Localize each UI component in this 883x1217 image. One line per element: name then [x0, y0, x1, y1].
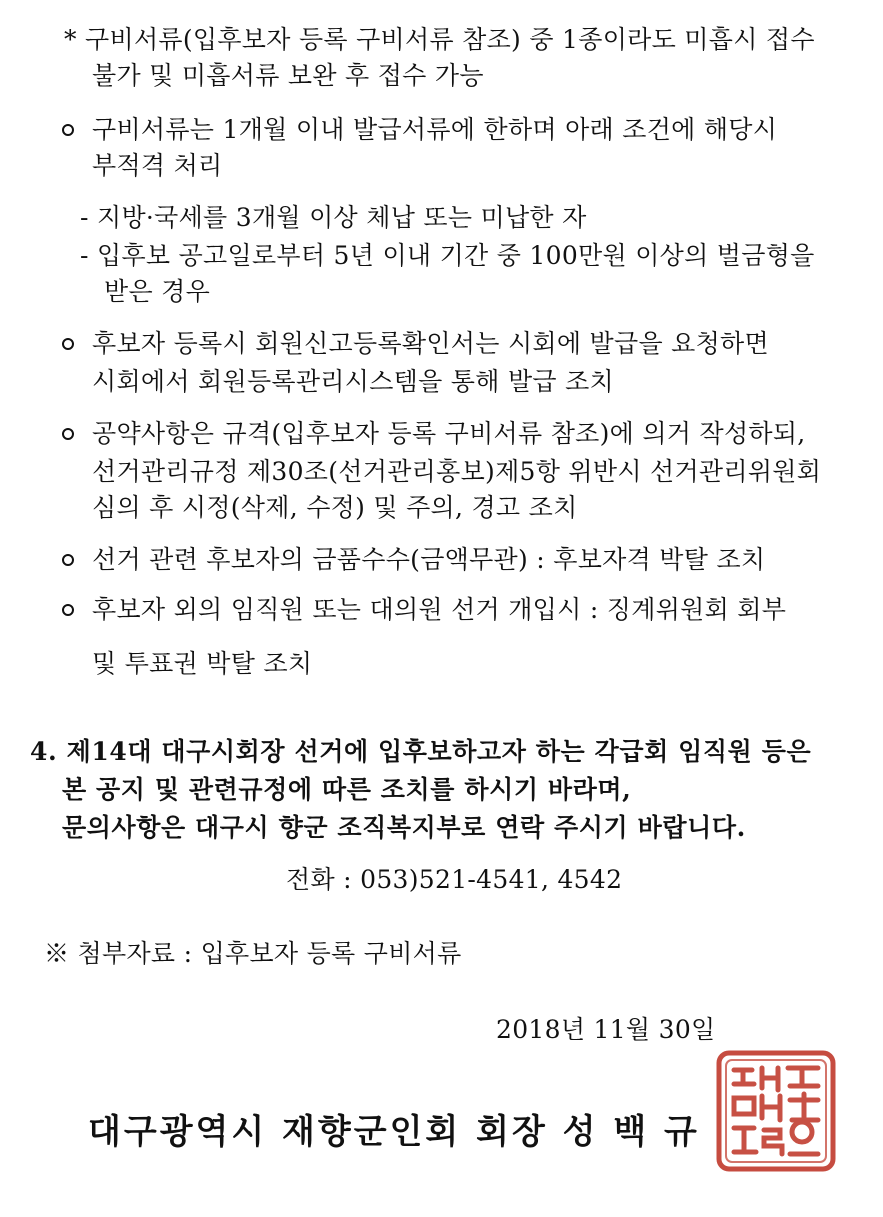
attachment-note: ※ 첨부자료 : 입후보자 등록 구비서류 — [44, 939, 462, 968]
bullet-circle-icon — [62, 604, 74, 616]
section4-line-2: 본 공지 및 관련규정에 따른 조치를 하시기 바라며, — [62, 775, 632, 804]
contact-phone: 전화 : 053)521-4541, 4542 — [286, 865, 623, 894]
item1-line-1: 구비서류는 1개월 이내 발급서류에 한하며 아래 조건에 해당시 — [92, 115, 778, 144]
item4-line-1: 선거 관련 후보자의 금품수수(금액무관) : 후보자격 박탈 조치 — [92, 545, 766, 574]
section4-line-3: 문의사항은 대구시 향군 조직복지부로 연락 주시기 바랍니다. — [62, 813, 746, 842]
item3-line-3: 심의 후 시정(삭제, 수정) 및 주의, 경고 조치 — [92, 493, 578, 522]
item5-line-2: 및 투표권 박탈 조치 — [92, 649, 313, 678]
bullet-circle-icon — [62, 554, 74, 566]
item5-line-1: 후보자 외의 임직원 또는 대의원 선거 개입시 : 징계위원회 회부 — [92, 595, 787, 624]
star-note-line-1: * 구비서류(입후보자 등록 구비서류 참조) 중 1종이라도 미흡시 접수 — [64, 25, 815, 54]
item1-line-2: 부적격 처리 — [92, 151, 223, 180]
condition-dash-2-line-1: - 입후보 공고일로부터 5년 이내 기간 중 100만원 이상의 벌금형을 — [80, 241, 815, 270]
bullet-circle-icon — [62, 124, 74, 136]
condition-dash-1: - 지방·국세를 3개월 이상 체납 또는 미납한 자 — [80, 203, 587, 232]
star-note-line-2: 불가 및 미흡서류 보완 후 접수 가능 — [92, 61, 484, 90]
item3-line-1: 공약사항은 규격(입후보자 등록 구비서류 참조)에 의거 작성하되, — [92, 419, 806, 448]
bullet-circle-icon — [62, 338, 74, 350]
document-date: 2018년 11월 30일 — [496, 1015, 716, 1044]
item2-line-2: 시회에서 회원등록관리시스템을 통해 발급 조치 — [92, 367, 614, 396]
item3-line-2: 선거관리규정 제30조(선거관리홍보)제5항 위반시 선거관리위원회 — [92, 457, 822, 486]
item2-line-1: 후보자 등록시 회원신고등록확인서는 시회에 발급을 요청하면 — [92, 329, 769, 358]
official-seal-icon — [716, 1050, 836, 1172]
section4-line-1: 4. 제14대 대구시회장 선거에 입후보하고자 하는 각급회 임직원 등은 — [30, 737, 812, 766]
bullet-circle-icon — [62, 428, 74, 440]
condition-dash-2-line-2: 받은 경우 — [104, 277, 211, 306]
signature-line: 대구광역시 재향군인회 회장 성 백 규 — [88, 1112, 700, 1152]
